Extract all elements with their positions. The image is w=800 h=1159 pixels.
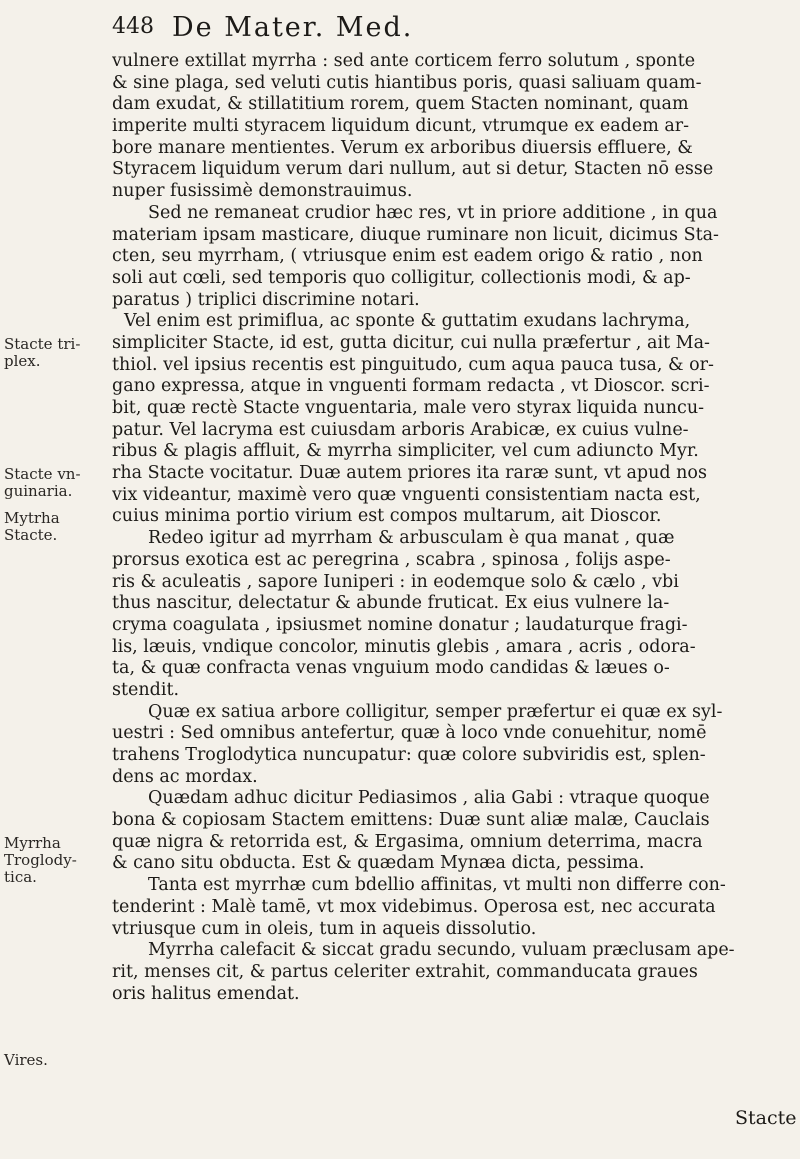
text-line: paratus ) triplici discrimine notari. [112, 289, 420, 310]
text-line: vtriusque cum in oleis, tum in aqueis dissolutio. [112, 918, 537, 939]
text-line: thiol. vel ipsius recentis est pinguitudo, cum aqua pauca tusa, & or- [112, 354, 714, 375]
text-line: stendit. [112, 679, 180, 700]
text-line: ribus & plagis affluit, & myrrha simpliciter, vel cum adiuncto Myr. [112, 441, 699, 462]
margin-note: Stacte tri- plex. [4, 335, 81, 371]
text-line: lis, læuis, vndique concolor, minutis glebis , amara , acris , odora- [112, 636, 696, 657]
text-line: ta, & quæ confracta venas vnguium modo candidas & læues o- [112, 658, 670, 679]
page-number: 448 [112, 14, 154, 39]
text-line: nuper fusissimè demonstrauimus. [112, 181, 413, 202]
margin-note: Vires. [4, 1051, 48, 1070]
text-line: simpliciter Stacte, id est, gutta dicitur, cui nulla præfertur , ait Ma- [112, 332, 710, 353]
text-line: gano expressa, atque in vnguenti formam redacta , vt Dioscor. scri- [112, 376, 710, 397]
text-line: oris halitus emendat. [112, 983, 300, 1004]
text-line: Tanta est myrrhæ cum bdellio affinitas, vt multi non differre con- [148, 875, 726, 896]
text-line: Redeo igitur ad myrrham & arbusculam è qua manat , quæ [148, 528, 675, 549]
text-line: soli aut cœli, sed temporis quo colligitur, collectionis modi, & ap- [112, 267, 691, 288]
text-line: Vel enim est primiflua, ac sponte & guttatim exudans lachryma, [124, 311, 691, 332]
text-line: imperite multi styracem liquidum dicunt, vtrumque ex eadem ar- [112, 116, 690, 137]
text-line: dens ac mordax. [112, 766, 258, 787]
text-line: ris & aculeatis , sapore Iuniperi : in eodemque solo & cælo , vbi [112, 571, 679, 592]
text-line: bore manare mentientes. Verum ex arboribus diuersis effluere, & [112, 137, 693, 158]
text-line: prorsus exotica est ac peregrina , scabra , spinosa , folijs aspe- [112, 549, 671, 570]
margin-note: Myrrha Troglody- tica. [4, 834, 77, 887]
text-line: & cano situ obducta. Est & quædam Mynæa dicta, pessima. [112, 853, 645, 874]
margin-note: Mytrha Stacte. [4, 508, 60, 544]
text-line: vix videantur, maximè vero quæ vnguenti consistentiam nacta est, [112, 484, 701, 505]
catchword: Stacte [735, 1107, 797, 1129]
text-line: patur. Vel lacryma est cuiusdam arboris Arabicæ, ex cuius vulne- [112, 419, 689, 440]
text-line: Sed ne remaneat crudior hæc res, vt in priore additione , in qua [148, 202, 718, 223]
text-line: dam exudat, & stillatitium rorem, quem Stacten nominant, quam [112, 94, 689, 115]
margin-note: Stacte vn- guinaria. [4, 465, 81, 501]
text-line: cten, seu myrrham, ( vtriusque enim est eadem origo & ratio , non [112, 246, 703, 267]
text-line: thus nascitur, delectatur & abunde fruticat. Ex eius vulnere la- [112, 593, 670, 614]
text-line: bit, quæ rectè Stacte vnguentaria, male vero styrax liquida nuncu- [112, 398, 705, 418]
text-line: trahens Troglodytica nuncupatur: quæ colore subviridis est, splen- [112, 745, 706, 765]
text-line: Quæ ex satiua arbore colligitur, semper præfertur ei quæ ex syl- [148, 701, 723, 722]
text-line: tenderint : Malè tamē, vt mox videbimus. Operosa est, nec accurata [112, 896, 716, 917]
body-text [112, 51, 800, 1005]
page-header [112, 14, 800, 44]
running-head: De Mater. Med. [172, 12, 414, 43]
text-line: materiam ipsam masticare, diuque ruminare non licuit, dicimus Sta- [112, 224, 719, 245]
text-line: Myrrha calefacit & siccat gradu secundo, vuluam præclusam ape- [148, 940, 735, 961]
text-line: Styracem liquidum verum dari nullum, aut si detur, Stacten nō esse [112, 159, 714, 180]
text-line: & sine plaga, sed veluti cutis hiantibus poris, quasi saliuam quam- [112, 72, 702, 93]
text-line: bona & copiosam Stactem emittens: Duæ sunt aliæ malæ, Cauclais [112, 810, 710, 831]
text-line: vulnere extillat myrrha : sed ante corticem ferro solutum , sponte [112, 51, 696, 71]
text-line: cuius minima portio virium est compos multarum, ait Dioscor. [112, 506, 662, 527]
text-line: cryma coagulata , ipsiusmet nomine donatur ; laudaturque fragi- [112, 614, 688, 635]
text-line: quæ nigra & retorrida est, & Ergasima, omnium deterrima, macra [112, 831, 703, 852]
text-line: uestri : Sed omnibus antefertur, quæ à loco vnde conuehitur, nomē [112, 723, 707, 744]
text-line: rit, menses cit, & partus celeriter extrahit, commanducata graues [112, 961, 698, 982]
text-line: rha Stacte vocitatur. Duæ autem priores ita raræ sunt, vt apud nos [112, 463, 707, 484]
text-line: Quædam adhuc dicitur Pediasimos , alia Gabi : vtraque quoque [148, 788, 710, 809]
